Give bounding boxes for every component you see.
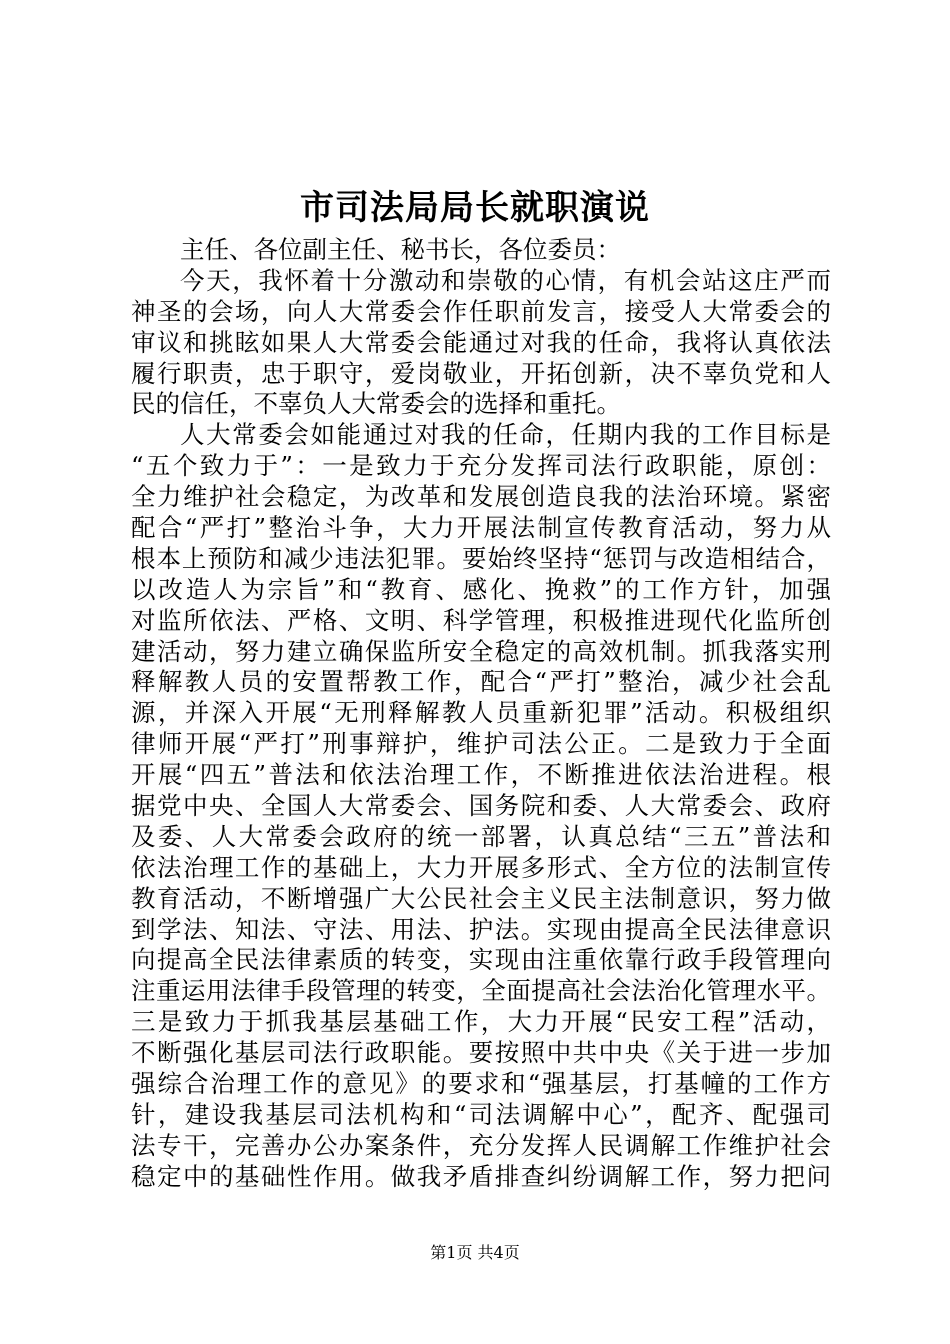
text-line: 及委、人大常委会政府的统一部署，认真总结“三五”普法和 — [131, 821, 831, 851]
text-line: 教育活动，不断增强广大公民社会主义民主法制意识，努力做 — [131, 883, 831, 913]
text-line: 律师开展“严打”刑事辩护，维护司法公正。二是致力于全面 — [131, 729, 831, 759]
text-line: 源，并深入开展“无刑释解教人员重新犯罪”活动。积极组织 — [131, 698, 831, 728]
text-line: 全力维护社会稳定，为改革和发展创造良我的法治环境。紧密 — [131, 482, 831, 512]
text-line: “五个致力于”：一是致力于充分发挥司法行政职能，原创： — [131, 451, 831, 481]
text-line: 注重运用法律手段管理的转变，全面提高社会法治化管理水平。 — [131, 976, 831, 1006]
page-footer: 第1页 共4页 — [430, 1243, 520, 1262]
text-line: 民的信任，不辜负人大常委会的选择和重托。 — [131, 389, 621, 419]
text-line: 审议和挑眩如果人大常委会能通过对我的任命，我将认真依法 — [131, 327, 831, 357]
text-line: 配合“严打”整治斗争，大力开展法制宣传教育活动，努力从 — [131, 513, 831, 543]
text-line: 以改造人为宗旨”和“教育、感化、挽救”的工作方针，加强 — [131, 574, 831, 604]
text-line: 稳定中的基础性作用。做我矛盾排查纠纷调解工作，努力把问 — [131, 1161, 831, 1191]
document-title: 市司法局局长就职演说 — [300, 188, 650, 228]
text-line: 向提高全民法律素质的转变，实现由注重依靠行政手段管理向 — [131, 945, 831, 975]
text-line: 对监所依法、严格、文明、科学管理，积极推进现代化监所创 — [131, 605, 831, 635]
text-line: 建活动，努力建立确保监所安全稳定的高效机制。抓我落实刑 — [131, 636, 831, 666]
text-line: 到学法、知法、守法、用法、护法。实现由提高全民法律意识 — [131, 914, 831, 944]
text-line: 针，建设我基层司法机构和“司法调解中心”，配齐、配强司 — [131, 1099, 831, 1129]
text-line: 今天，我怀着十分激动和崇敬的心情，有机会站这庄严而 — [180, 265, 831, 295]
salutation-line: 主任、各位副主任、秘书长，各位委员： — [180, 235, 621, 264]
text-line: 强综合治理工作的意见》的要求和“强基层，打基幢的工作方 — [131, 1069, 831, 1099]
text-line: 人大常委会如能通过对我的任命，任期内我的工作目标是 — [180, 420, 831, 450]
text-line: 依法治理工作的基础上，大力开展多形式、全方位的法制宣传 — [131, 852, 831, 882]
text-line: 法专干，完善办公办案条件，充分发挥人民调解工作维护社会 — [131, 1130, 831, 1160]
text-line: 不断强化基层司法行政职能。要按照中共中央《关于进一步加 — [131, 1038, 831, 1068]
document-body — [131, 235, 831, 1193]
text-line: 据党中央、全国人大常委会、国务院和委、人大常委会、政府 — [131, 791, 831, 821]
text-line: 三是致力于抓我基层基础工作，大力开展“民安工程”活动， — [131, 1007, 831, 1037]
text-line: 释解教人员的安置帮教工作，配合“严打”整治，减少社会乱 — [131, 667, 831, 697]
text-line: 履行职责，忠于职守，爱岗敬业，开拓创新，决不辜负党和人 — [131, 358, 831, 388]
text-line: 神圣的会场，向人大常委会作任职前发言，接受人大常委会的 — [131, 296, 831, 326]
text-line: 根本上预防和减少违法犯罪。要始终坚持“惩罚与改造相结合， — [131, 543, 831, 573]
text-line: 开展“四五”普法和依法治理工作，不断推进依法治进程。根 — [131, 760, 831, 790]
